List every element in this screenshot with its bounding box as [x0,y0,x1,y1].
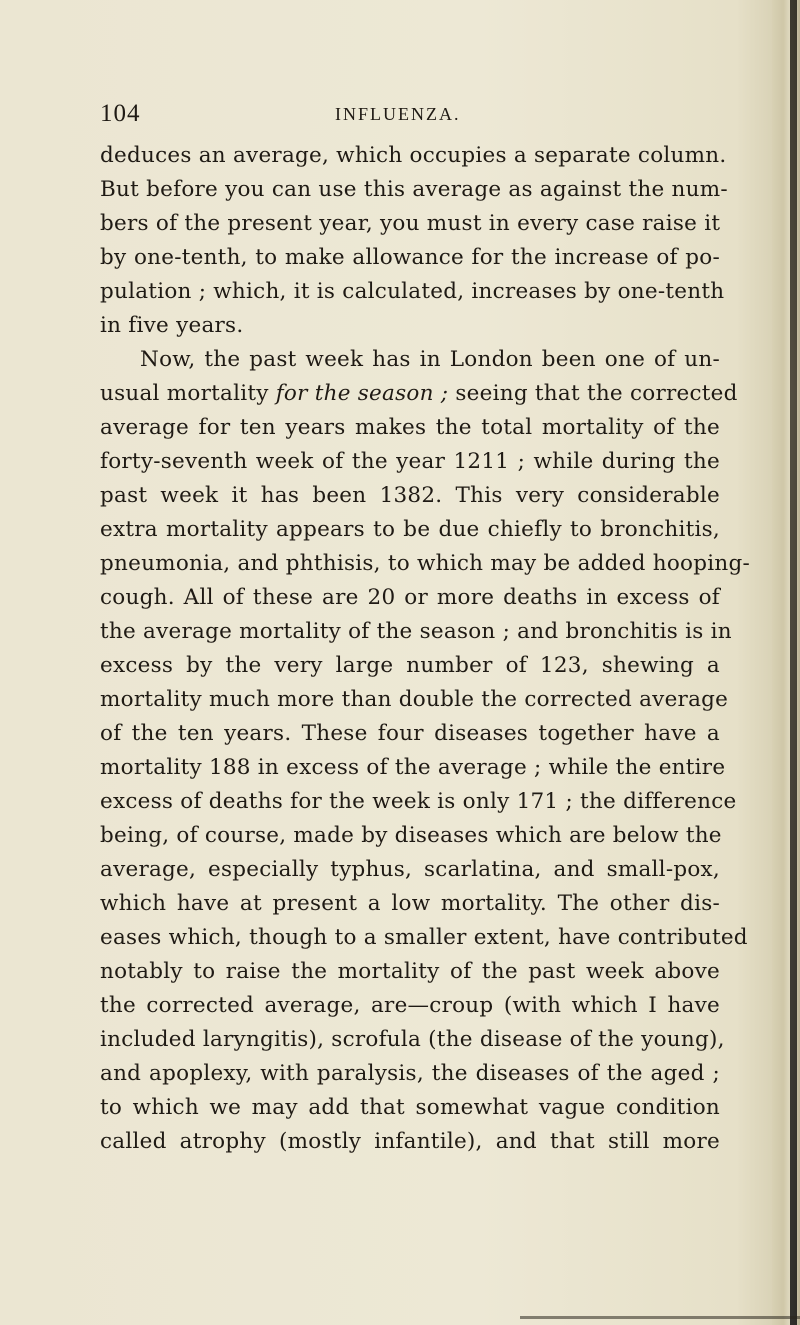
body-text [100,139,751,1159]
text-line: But before you can use this average as against the num- [100,177,728,202]
text-line: which have at present a low mortality. The other dis- [100,891,720,916]
text-line: deduces an average, which occupies a separate column. [100,143,727,168]
text-line: and apoplexy, with paralysis, the diseases of the aged ; [100,1061,720,1086]
text-line: being, of course, made by diseases which are below the [100,823,722,848]
text-line: mortality 188 in excess of the average ; while the entire [100,755,726,780]
text-line: in five years. [100,313,244,338]
text-line: extra mortality appears to be due chiefly to bronchitis, [100,517,720,542]
text-line: by one-tenth, to make allowance for the increase of po- [100,245,720,270]
text-line: excess by the very large number of 123, shewing a [100,653,720,678]
text-line: the corrected average, are—croup (with which I have [100,993,720,1018]
text-line: excess of deaths for the week is only 171 ; the difference [100,789,737,814]
text-line: of the ten years. These four diseases together have a [100,721,720,746]
text-line: past week it has been 1382. This very considerable [100,483,720,508]
text-line: included laryngitis), scrofula (the disease of the young), [100,1027,725,1052]
text-line: the average mortality of the season ; and bronchitis is in [100,619,732,644]
text-line: Now, the past week has in London been one of un- [140,347,720,372]
text-line: notably to raise the mortality of the past week above [100,959,720,984]
bottom-rule [520,1316,800,1319]
page-header [100,100,720,134]
text-line: average for ten years makes the total mortality of the [100,415,720,440]
text-line: pulation ; which, it is calculated, increases by one-tenth [100,279,725,304]
text-segment: seeing that the corrected [455,381,738,406]
text-line: forty-seventh week of the year 1211 ; while during the [100,449,720,474]
text-line: cough. All of these are 20 or more deaths in excess of [100,585,720,610]
text-line: to which we may add that somewhat vague condition [100,1095,720,1120]
text-line: mortality much more than double the corrected average [100,687,729,712]
text-line-mixed [100,377,738,411]
running-title: INFLUENZA. [335,104,461,124]
page-edge-shadow [790,0,797,1325]
text-line: called atrophy (mostly infantile), and that still more [100,1129,720,1154]
italic-phrase: for the season ; [275,381,449,406]
text-line: eases which, though to a smaller extent, have contributed [100,925,748,950]
text-segment: usual mortality [100,381,269,406]
page-number: 104 [100,100,141,127]
text-line: average, especially typhus, scarlatina, and small-pox, [100,857,720,882]
text-line: bers of the present year, you must in every case raise it [100,211,721,236]
text-line: pneumonia, and phthisis, to which may be added hooping- [100,551,751,576]
